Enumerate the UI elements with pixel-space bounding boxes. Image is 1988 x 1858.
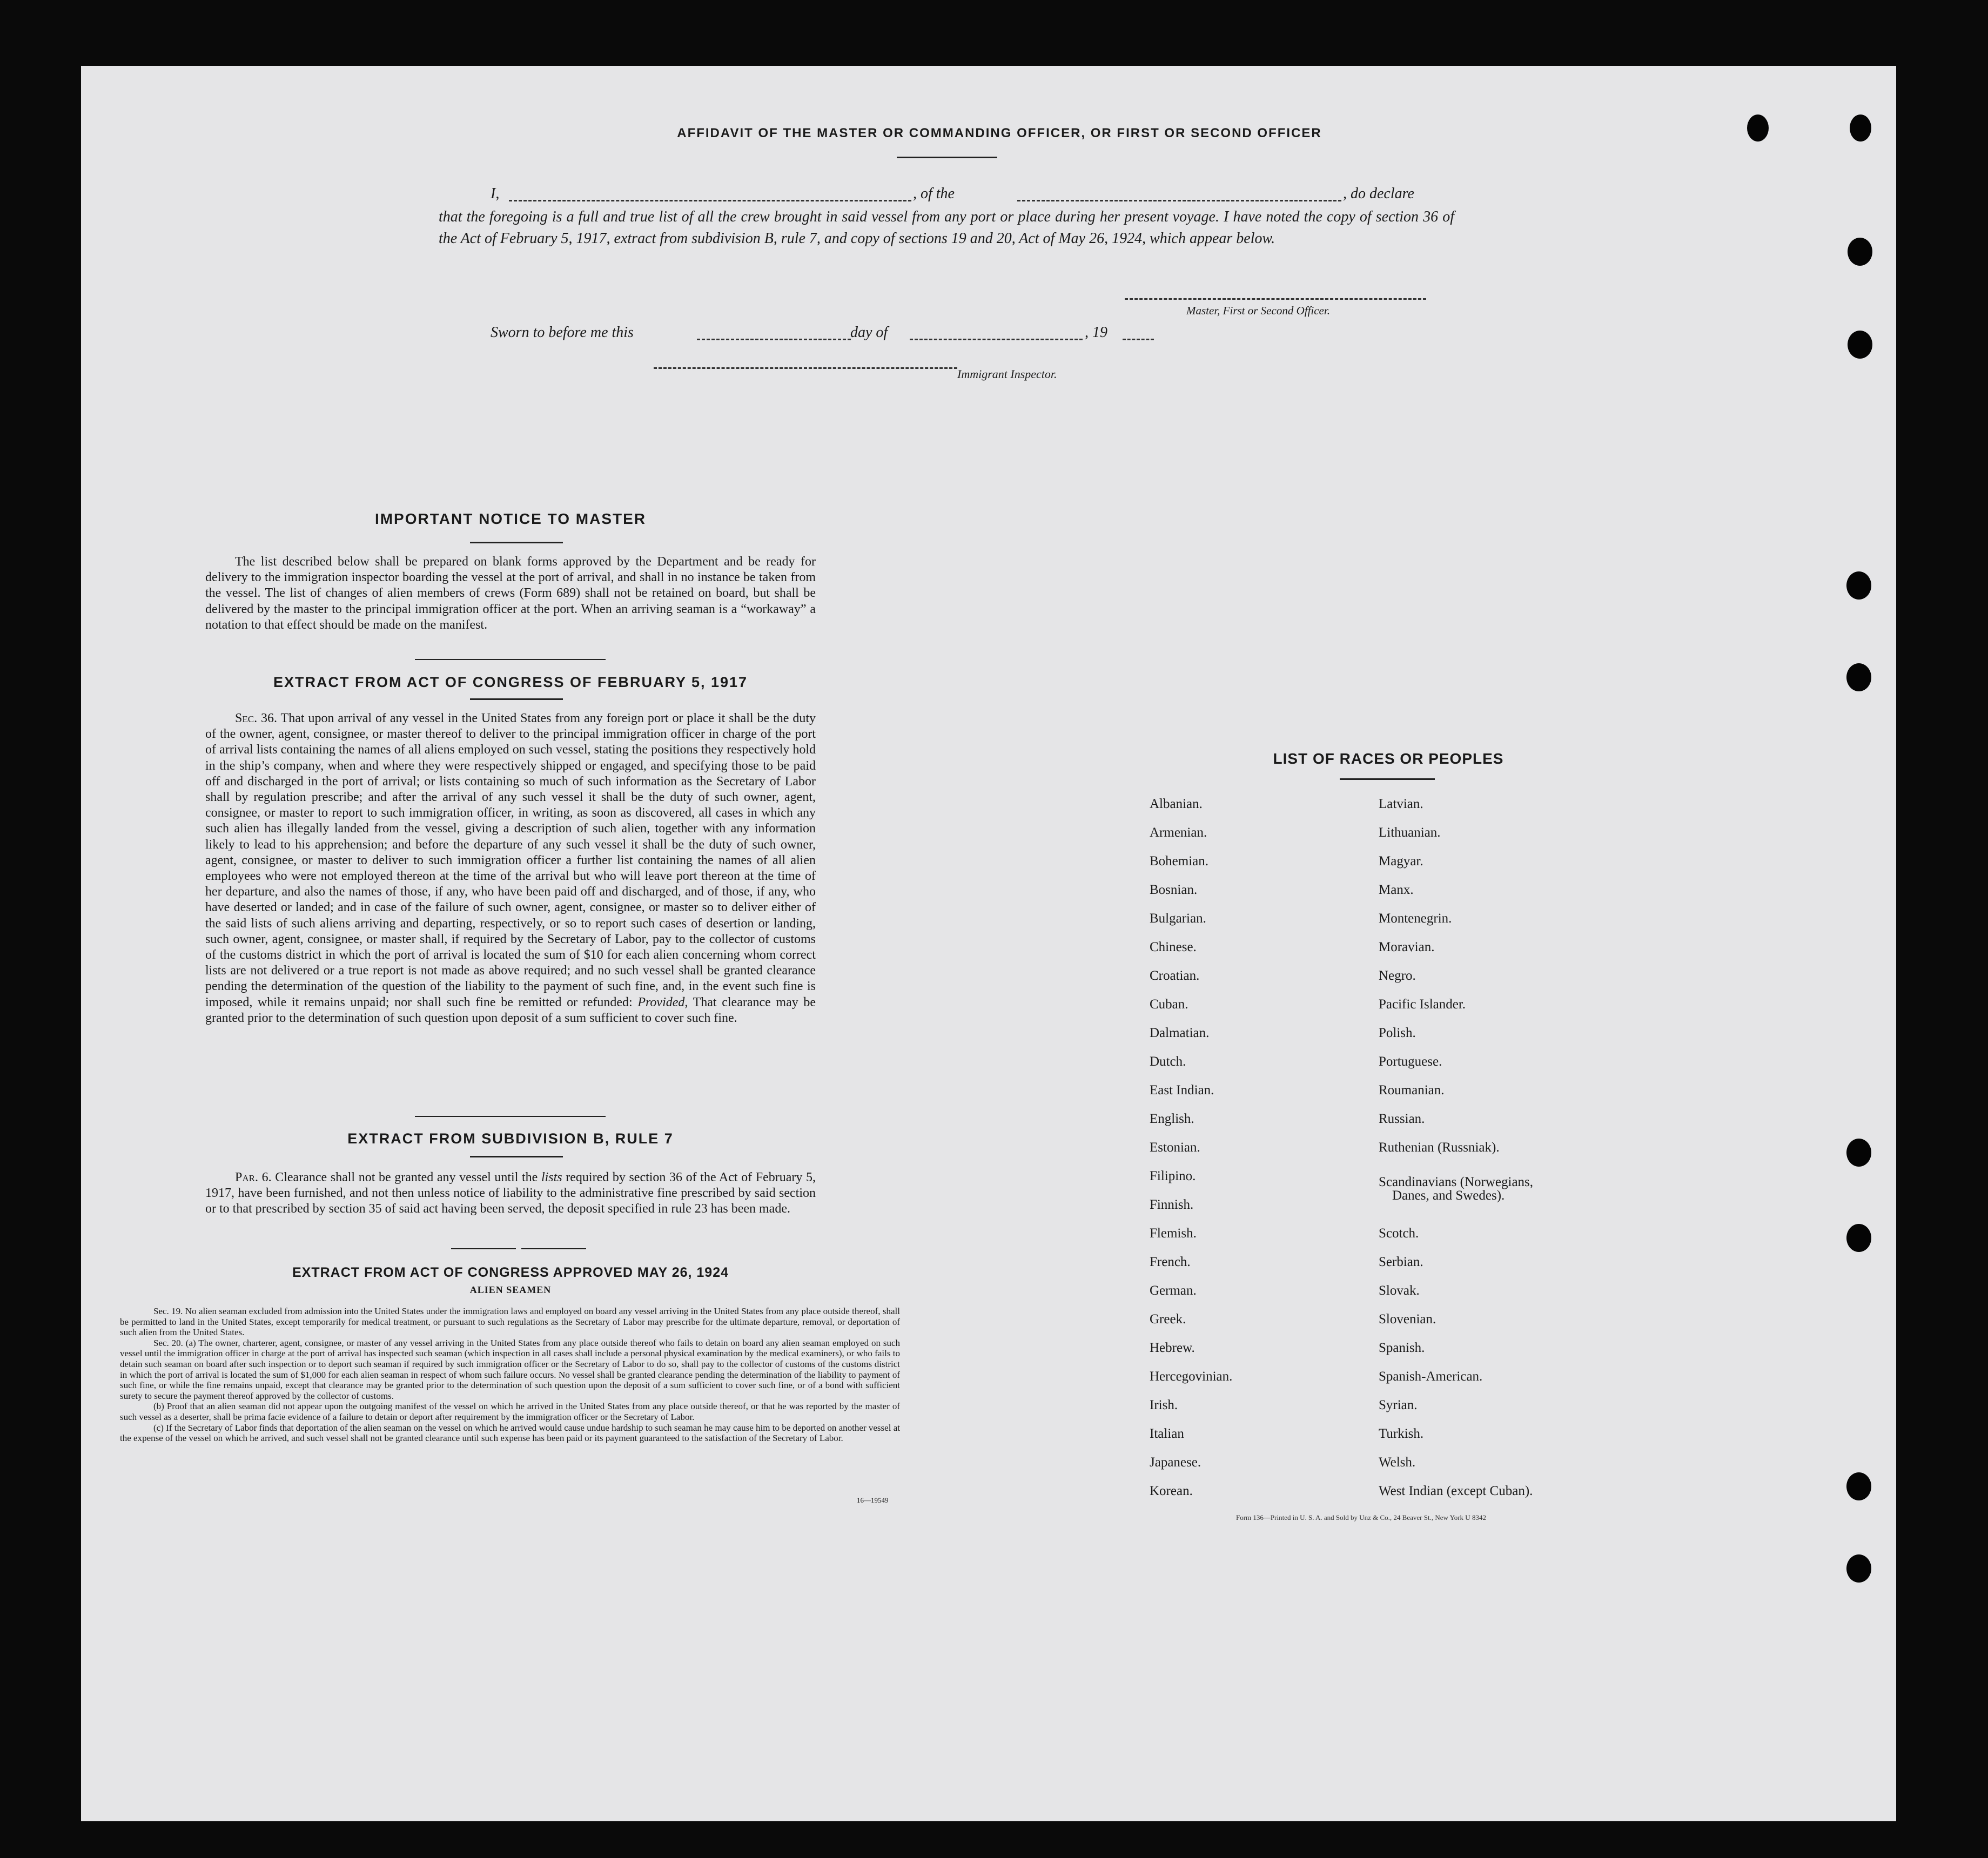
par6-body: Clearance shall not be granted any vessel until the: [275, 1170, 538, 1184]
sec20b-text: (b) Proof that an alien seaman did not appear upon the outgoing manifest of the vessel on which he arrived in the United States from any place outside thereof, or that he was reported by the master of such vessel as a deserter, shall be prima facie evidence of a failure to detain or deport after requirement by the immigration officer or the Secretary of Labor.: [120, 1401, 900, 1422]
master-name-field[interactable]: [509, 200, 911, 201]
master-signature-field[interactable]: [1125, 298, 1426, 300]
rule7-text: [205, 1170, 816, 1217]
binder-hole: [1846, 1139, 1871, 1167]
race-item: Hebrew.: [1150, 1341, 1195, 1355]
affidavit-declarant-line: [491, 185, 1458, 205]
notice-text: [205, 554, 816, 633]
vessel-name-field[interactable]: [1017, 200, 1341, 201]
binder-hole: [1846, 571, 1871, 600]
binder-hole: [1848, 331, 1872, 359]
notice-title: IMPORTANT NOTICE TO MASTER: [374, 510, 647, 527]
binder-hole: [1846, 1224, 1871, 1252]
par6-label: Par. 6.: [235, 1170, 272, 1184]
act1917-end-rule: [415, 1116, 606, 1117]
race-item: East Indian.: [1150, 1083, 1214, 1098]
race-item: Scandinavians (Norwegians,: [1379, 1175, 1534, 1189]
race-item: Pacific Islander.: [1379, 997, 1466, 1012]
race-item: Cuban.: [1150, 997, 1188, 1012]
notice-body: The list described below shall be prepared on blank forms approved by the Department and be ready for delivery to the immigration inspector boarding the vessel at the port of arrival, and shall in no instance be taken from the vessel. The list of changes of alien members of crews (Form 689) shall not be retained on board, but shall be delivered by the master to the principal immigration officer at the port. When an arriving seaman is a “workaway” a notation to that effect should be made on the manifest.: [205, 555, 816, 632]
master-signature-label: Master, First or Second Officer.: [1186, 304, 1330, 317]
race-item: Hercegovinian.: [1150, 1369, 1233, 1384]
race-item: Armenian.: [1150, 825, 1207, 840]
provided-word: Provided,: [637, 995, 688, 1009]
par6-body-end: required by section 36 of the Act of February 5, 1917, have been furnished, and not then unless notice of liability to the administrative fine prescribed by said section or to that prescribed by section 35 of said act having been served, the deposit specified in rule 23 has been made.: [205, 1170, 816, 1216]
race-item: Spanish-American.: [1379, 1369, 1483, 1384]
race-item: Manx.: [1379, 883, 1414, 897]
act1917-rule: [470, 698, 563, 700]
race-item: Dutch.: [1150, 1054, 1186, 1069]
race-item: Slovenian.: [1379, 1312, 1436, 1327]
of-the-label: , of the: [913, 185, 955, 202]
race-item: Spanish.: [1379, 1341, 1425, 1355]
sworn-line: [491, 324, 1155, 344]
rule7-rule: [470, 1156, 563, 1157]
binder-hole: [1846, 663, 1871, 691]
race-item: Bohemian.: [1150, 854, 1209, 869]
race-item: Albanian.: [1150, 797, 1203, 811]
race-item: Croatian.: [1150, 968, 1200, 983]
race-item: Italian: [1150, 1426, 1184, 1441]
race-item: Korean.: [1150, 1484, 1193, 1498]
lists-word: lists: [541, 1170, 562, 1184]
binder-hole: [1850, 115, 1871, 142]
notice-end-rule: [415, 659, 606, 660]
race-item: Roumanian.: [1379, 1083, 1445, 1098]
rule7-title: EXTRACT FROM SUBDIVISION B, RULE 7: [347, 1130, 674, 1147]
race-item: Japanese.: [1150, 1455, 1201, 1470]
race-item: Montenegrin.: [1379, 911, 1452, 926]
race-item: English.: [1150, 1112, 1194, 1126]
act1917-text: [205, 711, 816, 1026]
sec36-body: That upon arrival of any vessel in the United States from any foreign port or place it shall be the duty of the owner, agent, consignee, or master thereof to deliver to the principal immigration officer in charge of the port of arrival lists containing the names of all aliens employed on such vessel, stating the positions they respectively hold in the ship’s company, when and where they were respectively shipped or engaged, and specifying those to be paid off and discharged in the port of arrival; or lists containing so much of such information as the Secretary of Labor shall by regulation prescribe; and after the arrival of any such vessel it shall be the duty of such owner, agent, consignee, or master to report to such immigration officer, in writing, as soon as discovered, all cases in which any such alien has illegally landed from the vessel, giving a description of such alien, together with any information likely to lead to his apprehension; and before the departure of any such vessel it shall be the duty of such owner, agent, consignee, or master to deliver to such immigration officer a further list containing the names of all alien employees who were not employed thereon at the time of the arrival but who will leave port thereon at the time of her departure, and also the names of those, if any, who have been paid off and discharged, and of those, if any, who have deserted or landed; and in case of the failure of such owner, agent, consignee, or master so to deliver either of the said lists of such aliens arriving and departing, respectively, or so to report such cases of desertion or landing, such owner, agent, consignee, or master shall, if required by the Secretary of Labor, pay to the collector of customs of the customs district in which the port of arrival is located the sum of $10 for each alien concerning whom correct lists are not delivered or a true report is not made as above required; and no such vessel shall be granted clearance pending the determination of the question of the liability to the payment of such fine, and, in the event such fine is imposed, while it remains unpaid; nor shall such fine be remitted or refunded:: [205, 711, 816, 1009]
rule7-end-rule-right: [521, 1248, 586, 1249]
act1917-title: EXTRACT FROM ACT OF CONGRESS OF FEBRUARY 5, 1917: [273, 674, 748, 690]
races-rule: [1340, 778, 1435, 780]
declarant-i-label: I,: [491, 185, 500, 202]
race-item: French.: [1150, 1255, 1191, 1269]
race-item: Turkish.: [1379, 1426, 1424, 1441]
binder-hole: [1848, 238, 1872, 266]
race-item: Irish.: [1150, 1398, 1178, 1412]
act1924-subtitle: ALIEN SEAMEN: [469, 1284, 552, 1295]
sec20c-text: (c) If the Secretary of Labor finds that deportation of the alien seaman on the vessel on which he arrived would cause undue hardship to such seaman he may cause him to be deported on another vessel at the expense of the vessel on which he arrived, and such vessel shall not be granted clearance until such expense has been paid or its payment guaranteed to the satisfaction of the Secretary of Labor.: [120, 1422, 900, 1444]
sec36-label: Sec. 36.: [235, 711, 278, 725]
rule7-end-rule-left: [451, 1248, 516, 1249]
inspector-signature-field[interactable]: [654, 367, 957, 369]
sworn-month-field[interactable]: [910, 339, 1083, 340]
binder-hole: [1846, 1472, 1871, 1500]
race-item: Ruthenian (Russniak).: [1379, 1140, 1500, 1155]
race-item: Welsh.: [1379, 1455, 1416, 1470]
print-code: 16—19549: [857, 1496, 889, 1504]
inspector-label: Immigrant Inspector.: [957, 367, 1057, 381]
affidavit-paragraph: that the foregoing is a full and true list of all the crew brought in said vessel from any port or place during her present voyage. I have noted the copy of section 36 of the Act of February 5, 1917, extract from subdivision B, rule 7, and copy of sections 19 and 20, Act of May 26, 1924, which appear below.: [439, 208, 1454, 247]
race-item: Magyar.: [1379, 854, 1423, 869]
race-item: Bosnian.: [1150, 883, 1198, 897]
race-item: Moravian.: [1379, 940, 1435, 954]
race-item: Bulgarian.: [1150, 911, 1206, 926]
binder-hole: [1747, 115, 1769, 142]
race-item: Serbian.: [1379, 1255, 1423, 1269]
race-item: Portuguese.: [1379, 1054, 1442, 1069]
race-item: German.: [1150, 1283, 1197, 1298]
title-rule: [897, 157, 997, 158]
year-label: , 19: [1085, 324, 1107, 341]
race-item: Flemish.: [1150, 1226, 1197, 1241]
race-item: West Indian (except Cuban).: [1379, 1484, 1533, 1498]
race-item: Slovak.: [1379, 1283, 1420, 1298]
race-item: Estonian.: [1150, 1140, 1200, 1155]
sworn-day-field[interactable]: [697, 339, 851, 340]
race-item: Filipino.: [1150, 1169, 1196, 1183]
race-item: Scotch.: [1379, 1226, 1419, 1241]
race-item: Syrian.: [1379, 1398, 1418, 1412]
affidavit-title: AFFIDAVIT OF THE MASTER OR COMMANDING OFFICER, OR FIRST OR SECOND OFFICER: [677, 126, 1322, 140]
binder-hole: [1846, 1554, 1871, 1583]
printer-imprint: Form 136—Printed in U. S. A. and Sold by Unz & Co., 24 Beaver St., New York U 8342: [1236, 1513, 1486, 1522]
sec19-text: Sec. 19. No alien seaman excluded from admission into the United States under the immigration laws and employed on board any vessel arriving in the United States from any place outside thereof, shall be permitted to land in the United States, except temporarily for medical treatment, or pursuant to such regulations as the Secretary of Labor may prescribe for the ultimate departure, removal, or deportation of such alien from the United States.: [120, 1306, 900, 1338]
race-item: Dalmatian.: [1150, 1026, 1210, 1040]
sworn-year-field[interactable]: [1123, 339, 1154, 340]
race-item: Greek.: [1150, 1312, 1186, 1327]
notice-rule: [470, 542, 563, 543]
act1924-text: [120, 1306, 900, 1444]
declare-label: , do declare: [1343, 185, 1414, 202]
race-item: Chinese.: [1150, 940, 1197, 954]
day-of-label: day of: [850, 324, 888, 341]
race-item: Polish.: [1379, 1026, 1416, 1040]
act1924-title: EXTRACT FROM ACT OF CONGRESS APPROVED MAY 26, 1924: [292, 1265, 729, 1280]
races-title: LIST OF RACES OR PEOPLES: [1273, 750, 1504, 767]
race-item: Lithuanian.: [1379, 825, 1441, 840]
race-item: Latvian.: [1379, 797, 1423, 811]
race-item: Finnish.: [1150, 1197, 1194, 1212]
sec20a-text: Sec. 20. (a) The owner, charterer, agent, consignee, or master of any vessel arriving in the United States from any place outside thereof who fails to detain on board any alien seaman employed on such vessel until the immigration officer in charge at the port of arrival has inspected such seaman (which inspection in all cases shall include a personal physical examination by the medical examiners), or who fails to detain such seaman on board after such inspection or to deport such seaman if required by such immigration officer or the Secretary of Labor to do so, shall pay to the collector of customs of the customs district in which the port of arrival is located the sum of $1,000 for each alien seaman in respect of whom such failure occurs. No vessel shall be granted clearance pending the determination of the liability to payment of such fine, or while the fine remains unpaid, except that clearance may be granted prior to the determination of such question upon the deposit of a sum sufficient to cover such fine, or of a bond with sufficient surety to secure the payment thereof approved by the collector of customs.: [120, 1337, 900, 1401]
sworn-label: Sworn to before me this: [491, 324, 634, 341]
race-item: Russian.: [1379, 1112, 1425, 1126]
race-item: Negro.: [1379, 968, 1416, 983]
sec36-body-end: That clearance may be granted prior to the determination of such question upon deposit of a sum sufficient to cover such fine.: [205, 995, 816, 1025]
race-item: Danes, and Swedes).: [1392, 1188, 1505, 1203]
